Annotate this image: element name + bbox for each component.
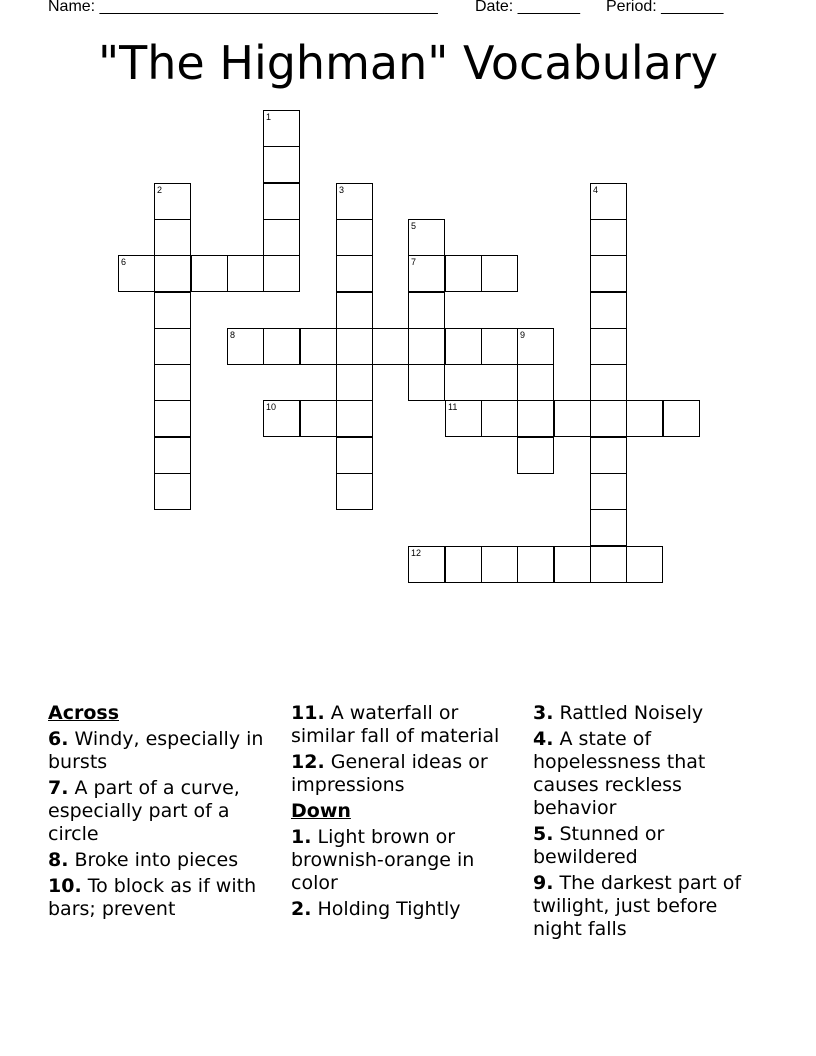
grid-cell[interactable] [300,400,337,437]
grid-cell[interactable] [154,328,191,365]
grid-cell[interactable] [227,255,264,292]
clue-column-1 [48,702,284,924]
grid-cell[interactable] [590,255,627,292]
clue-number-label: 10 [266,402,277,412]
date-field[interactable] [475,0,580,16]
clue-down-1 [291,826,527,895]
clue-number: 5. [533,823,554,845]
clue-number: 4. [533,728,554,750]
grid-cell[interactable] [300,328,337,365]
clue-text: Windy, especially in bursts [48,728,264,773]
clue-number: 12. [291,751,325,773]
name-line: ______________________________________ [99,0,438,15]
down-heading: Down [291,800,351,822]
grid-cell[interactable] [154,473,191,510]
grid-cell[interactable] [445,400,482,437]
grid-cell[interactable] [263,183,300,220]
clue-number: 8. [48,849,69,871]
grid-cell[interactable] [263,328,300,365]
clue-number-label: 9 [520,330,526,340]
grid-cell[interactable] [517,328,554,365]
grid-cell[interactable] [263,255,300,292]
clue-number: 3. [533,702,554,724]
grid-cell[interactable] [590,509,627,546]
grid-cell[interactable] [372,328,409,365]
grid-cell[interactable] [517,437,554,474]
clue-text: Stunned or bewildered [533,823,665,868]
clue-across-12 [291,751,527,797]
grid-cell[interactable] [517,546,554,583]
grid-cell[interactable] [590,400,627,437]
period-line: _______ [661,0,724,15]
grid-cell[interactable] [336,328,373,365]
grid-cell[interactable] [590,473,627,510]
clue-number-label: 1 [266,112,272,122]
grid-cell[interactable] [590,437,627,474]
clue-across-10 [48,875,284,921]
clue-number-label: 5 [411,221,417,231]
clue-text: General ideas or impressions [291,751,488,796]
clue-down-3 [533,702,769,725]
grid-cell[interactable] [154,292,191,329]
grid-cell[interactable] [408,255,445,292]
clue-across-11 [291,702,527,748]
grid-cell[interactable] [445,546,482,583]
clue-down-5 [533,823,769,869]
grid-cell[interactable] [626,400,663,437]
clue-number: 6. [48,728,69,750]
grid-cell[interactable] [336,364,373,401]
clue-across-8 [48,849,284,872]
clue-across-7 [48,777,284,846]
clue-down-9 [533,872,769,941]
clue-text: A state of hopelessness that causes reckless behavior [533,728,706,819]
clue-number: 10. [48,875,82,897]
clue-down-2 [291,898,527,921]
grid-cell[interactable] [154,364,191,401]
grid-cell[interactable] [481,400,518,437]
clue-number: 1. [291,826,312,848]
grid-cell[interactable] [590,292,627,329]
grid-cell[interactable] [590,219,627,256]
grid-cell[interactable] [590,546,627,583]
clue-number: 9. [533,872,554,894]
clue-number-label: 7 [411,257,417,267]
grid-cell[interactable] [408,219,445,256]
grid-cell[interactable] [590,183,627,220]
grid-cell[interactable] [154,437,191,474]
grid-cell[interactable] [481,546,518,583]
clue-text: Rattled Noisely [559,702,704,724]
clue-number-label: 4 [593,185,599,195]
across-heading: Across [48,702,120,724]
grid-cell[interactable] [336,255,373,292]
grid-cell[interactable] [481,255,518,292]
grid-cell[interactable] [263,146,300,183]
grid-cell[interactable] [663,400,700,437]
grid-cell[interactable] [626,546,663,583]
clue-text: Holding Tightly [317,898,461,920]
clue-number-label: 6 [121,257,127,267]
clue-number: 2. [291,898,312,920]
grid-cell[interactable] [408,364,445,401]
grid-cell[interactable] [336,437,373,474]
grid-cell[interactable] [445,328,482,365]
grid-cell[interactable] [118,255,155,292]
clue-column-3 [533,702,769,944]
grid-cell[interactable] [154,219,191,256]
grid-cell[interactable] [336,219,373,256]
clue-text: A part of a curve, especially part of a circle [48,777,240,845]
grid-cell[interactable] [263,110,300,147]
grid-cell[interactable] [154,400,191,437]
grid-cell[interactable] [263,400,300,437]
grid-cell[interactable] [408,292,445,329]
clue-text: The darkest part of twilight, just before night falls [533,872,742,940]
name-label: Name: [48,0,96,15]
grid-cell[interactable] [554,400,591,437]
grid-cell[interactable] [481,328,518,365]
clue-text: Broke into pieces [74,849,239,871]
clue-across-6 [48,728,284,774]
grid-cell[interactable] [445,255,482,292]
grid-cell[interactable] [336,400,373,437]
clue-number: 11. [291,702,325,724]
grid-cell[interactable] [517,400,554,437]
clue-number-label: 2 [157,185,163,195]
clue-number-label: 12 [411,548,422,558]
grid-cell[interactable] [227,328,264,365]
clue-text: A waterfall or similar fall of material [291,702,500,747]
name-field[interactable] [48,0,438,16]
clue-text: Light brown or brownish-orange in color [291,826,475,894]
grid-cell[interactable] [154,255,191,292]
grid-cell[interactable] [517,364,554,401]
period-field[interactable] [606,0,723,16]
date-line: _______ [517,0,580,15]
grid-cell[interactable] [590,364,627,401]
grid-cell[interactable] [408,546,445,583]
page-title: "The Highman" Vocabulary [98,36,718,90]
grid-cell[interactable] [154,183,191,220]
grid-cell[interactable] [336,183,373,220]
grid-cell[interactable] [263,219,300,256]
date-label: Date: [475,0,514,15]
grid-cell[interactable] [554,546,591,583]
grid-cell[interactable] [336,473,373,510]
clue-number: 7. [48,777,69,799]
grid-cell[interactable] [590,328,627,365]
grid-cell[interactable] [191,255,228,292]
clue-column-2 [291,702,527,924]
grid-cell[interactable] [408,328,445,365]
clue-number-label: 11 [448,402,458,412]
grid-cell[interactable] [336,292,373,329]
period-label: Period: [606,0,657,15]
clue-down-4 [533,728,769,820]
clue-number-label: 8 [230,330,236,340]
clue-text: To block as if with bars; prevent [48,875,257,920]
clue-number-label: 3 [339,185,345,195]
